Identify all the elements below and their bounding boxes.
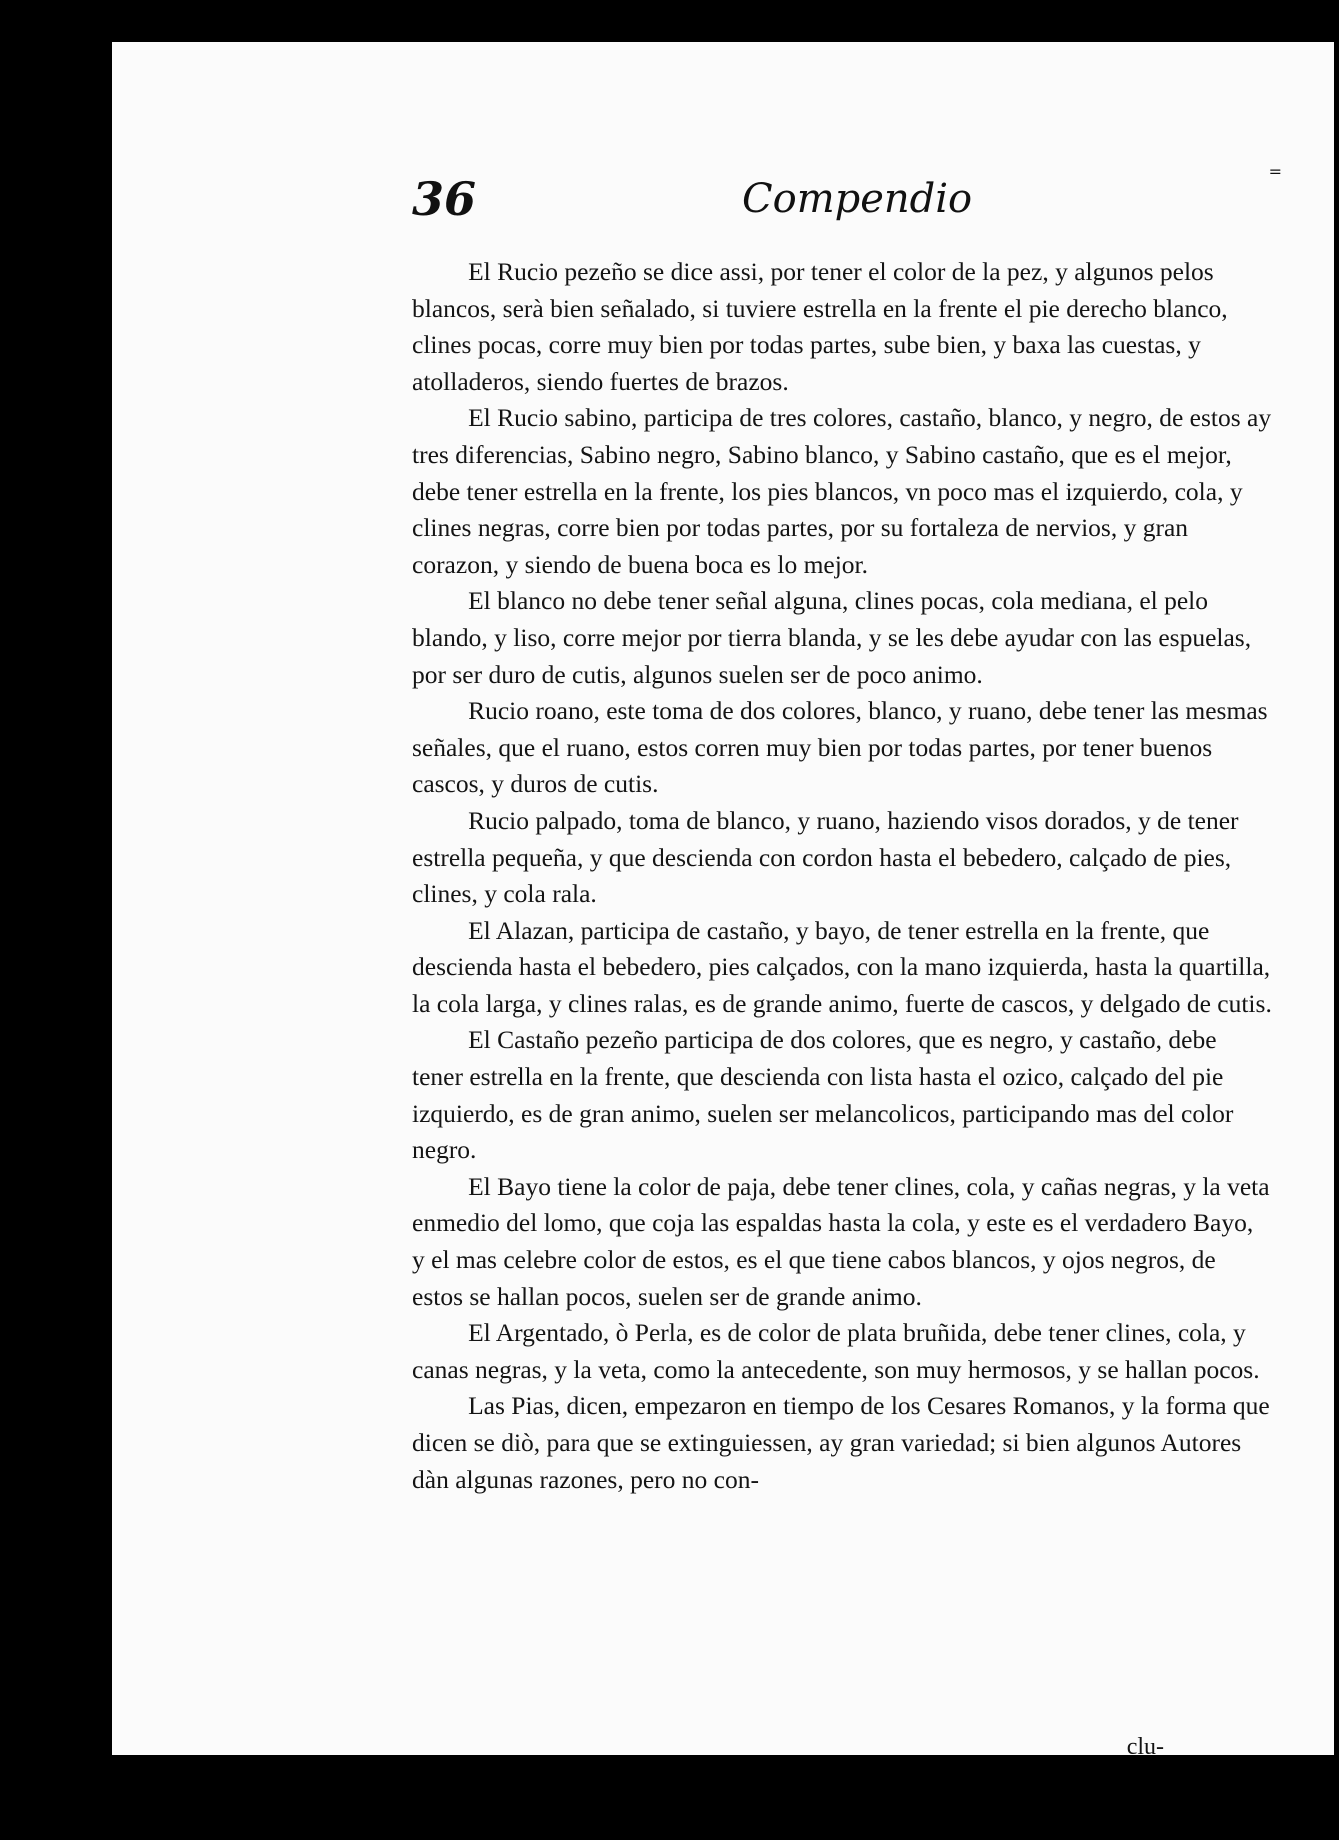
body-text: [412, 254, 1272, 1498]
paragraph-rucio-sabino: El Rucio sabino, participa de tres colores, castaño, blanco, y negro, de estos ay tres diferencias, Sabino negro, Sabino blanco, y Sabino castaño, que es el mejor, debe tener estrella en la frente, los pies blancos, vn poco mas el izquierdo, cola, y clines negras, corre bien por todas partes, por su fortaleza de nervios, y gran corazon, y siendo de buena boca es lo mejor.: [412, 403, 1272, 579]
book-page: [112, 42, 1334, 1755]
paragraph-blanco: El blanco no debe tener señal alguna, clines pocas, cola mediana, el pelo blando, y liso, corre mejor por tierra blanda, y se les debe ayudar con las espuelas, por ser duro de cutis, algunos suelen ser de poco animo.: [412, 586, 1252, 689]
running-head: Compendio: [742, 176, 973, 222]
paragraph-bayo: El Bayo tiene la color de paja, debe tener clines, cola, y cañas negras, y la veta enmedio del lomo, que coja las espaldas hasta la cola, y este es el verdadero Bayo, y el mas celebre color de estos, es el que tiene cabos blancos, y ojos negros, de estos se hallan pocos, suelen ser de grande animo.: [412, 1171, 1270, 1311]
page-number: 36: [412, 172, 477, 226]
page-header: [412, 154, 1282, 254]
paragraph-pias: Las Pias, dicen, empezaron en tiempo de los Cesares Romanos, y la forma que dicen se diò, para que se extinguiessen, ay gran variedad; si bien algunos Autores dàn algunas razones, pero no con-: [412, 1391, 1270, 1494]
paragraph-rucio-pezeno: El Rucio pezeño se dice assi, por tener el color de la pez, y algunos pelos blancos, serà bien señalado, si tuviere estrella en la frente el pie derecho blanco, clines pocas, corre muy bien por todas partes, sube bien, y baxa las cuestas, y atolladeros, siendo fuertes de brazos.: [412, 257, 1228, 396]
paragraph-castano-pezeno: El Castaño pezeño participa de dos colores, que es negro, y castaño, debe tener estrella en la frente, que descienda con lista hasta el ozico, calçado del pie izquierdo, es de gran animo, suelen ser melancolicos, participando mas del color negro.: [412, 1025, 1234, 1165]
paragraph-rucio-palpado: Rucio palpado, toma de blanco, y ruano, haziendo visos dorados, y de tener estrella pequeña, y que descienda con cordon hasta el bebedero, calçado de pies, clines, y cola rala.: [412, 805, 1239, 909]
paragraph-rucio-roano: Rucio roano, este toma de dos colores, blanco, y ruano, debe tener las mesmas señales, que el ruano, estos corren muy bien por todas partes, por tener buenos cascos, y duros de cutis.: [412, 696, 1268, 799]
paragraph-alazan: El Alazan, participa de castaño, y bayo, de tener estrella en la frente, que descienda hasta el bebedero, pies calçados, con la mano izquierda, hasta la quartilla, la cola larga, y clines ralas, es de grande animo, fuerte de cascos, y delgado de cutis.: [412, 915, 1272, 1018]
catchword: clu-: [1126, 1734, 1164, 1755]
paragraph-argentado: El Argentado, ò Perla, es de color de plata bruñida, debe tener clines, cola, y canas negras, y la veta, como la antecedente, son muy hermosos, y se hallan pocos.: [412, 1318, 1260, 1384]
printer-mark: =: [1268, 162, 1282, 181]
